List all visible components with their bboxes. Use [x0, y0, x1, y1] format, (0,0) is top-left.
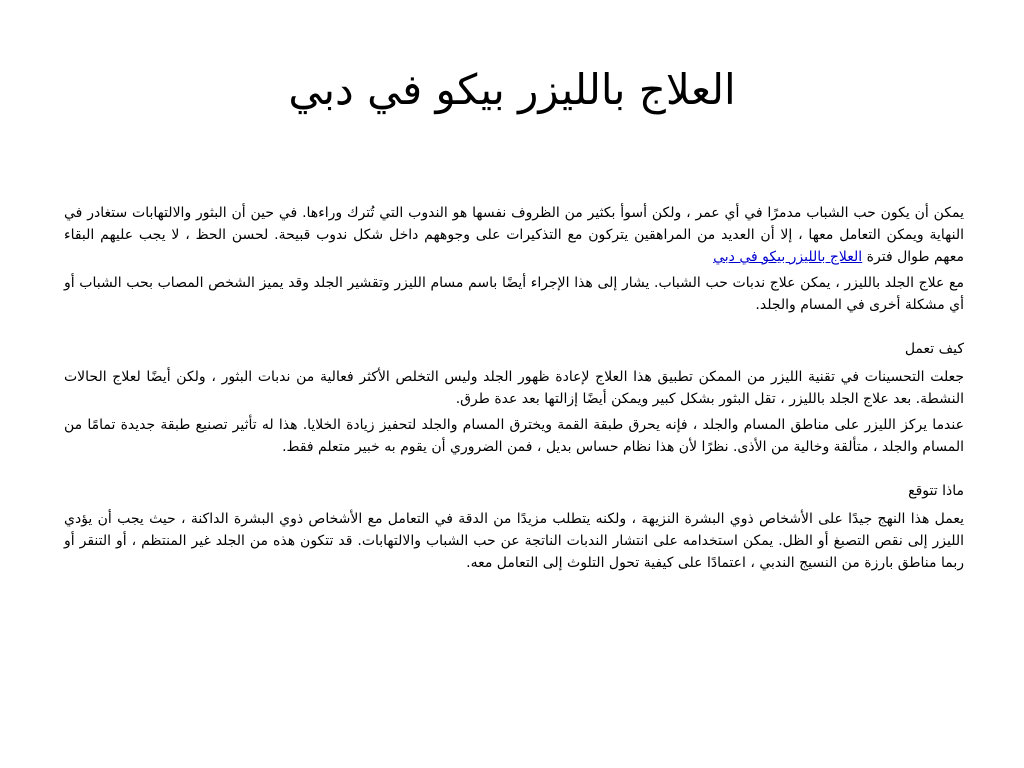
intro-text: يمكن أن يكون حب الشباب مدمرًا في أي عمر ، ولكن أسوأ بكثير من الظروف نفسها هو الندوب التي تُترك وراءها. في حين أن البثور والالتهابات ستغادر في النهاية ويمكن التعامل معها ، إلا أن العديد من المراهقين يتركون مع التذكيرات على وجوههم داخل شكل ندوب قبيحة. لحسن الحظ ، لا يجب عليهم البقاء معهم طوال فترة	[64, 205, 964, 265]
acne-scars-paragraph: مع علاج الجلد بالليزر ، يمكن علاج ندبات حب الشباب. يشار إلى هذا الإجراء أيضًا باسم مسام الليزر وتقشير الجلد وقد يميز الشخص المصاب بحب الشباب أو أي مشكلة أخرى في المسام والجلد.	[64, 275, 964, 313]
how-it-works-heading: كيف تعمل	[904, 341, 964, 357]
pico-laser-link[interactable]: العلاج بالليزر بيكو في دبي	[713, 249, 863, 265]
intro-paragraph	[64, 202, 964, 268]
how-it-works-paragraph-2: عندما يركز الليزر على مناطق المسام والجلد ، فإنه يحرق طبقة القمة ويخترق المسام والجلد لتحفيز زيادة الخلايا. هذا له تأثير تصنيع طبقة جديدة تمامًا من المسام والجلد ، متألقة وخالية من الأذى. نظرًا لأن هذا نظام حساس بديل ، فمن الضروري أن يقوم به خبير متعلم فقط.	[64, 417, 964, 455]
what-to-expect-heading: ماذا تتوقع	[908, 483, 964, 499]
slide-body	[64, 202, 964, 578]
slide-title: العلاج بالليزر بيكو في دبي	[288, 65, 736, 114]
how-it-works-paragraph-1: جعلت التحسينات في تقنية الليزر من الممكن تطبيق هذا العلاج لإعادة ظهور الجلد وليس التخلص الأكثر فعالية من ندبات البثور ، ولكن أيضًا لعلاج الحالات النشطة. بعد علاج الجلد بالليزر ، تقل البثور بشكل كبير ويمكن أيضًا إزالتها بعد عدة طرق.	[64, 369, 964, 407]
what-to-expect-paragraph: يعمل هذا النهج جيدًا على الأشخاص ذوي البشرة النزيهة ، ولكنه يتطلب مزيدًا من الدقة في التعامل مع الأشخاص ذوي البشرة الداكنة ، حيث يجب أن يؤدي الليزر إلى نقص التصبغ أو الظل. يمكن استخدامه على انتشار الندبات الناتجة عن حب الشباب والالتهابات. قد تتكون هذه من الجلد غير المنتظم ، أو التنقر أو ربما مناطق بارزة من النسيج الندبي ، اعتمادًا على كيفية تحول التلوث إلى التعامل معه.	[64, 511, 964, 571]
